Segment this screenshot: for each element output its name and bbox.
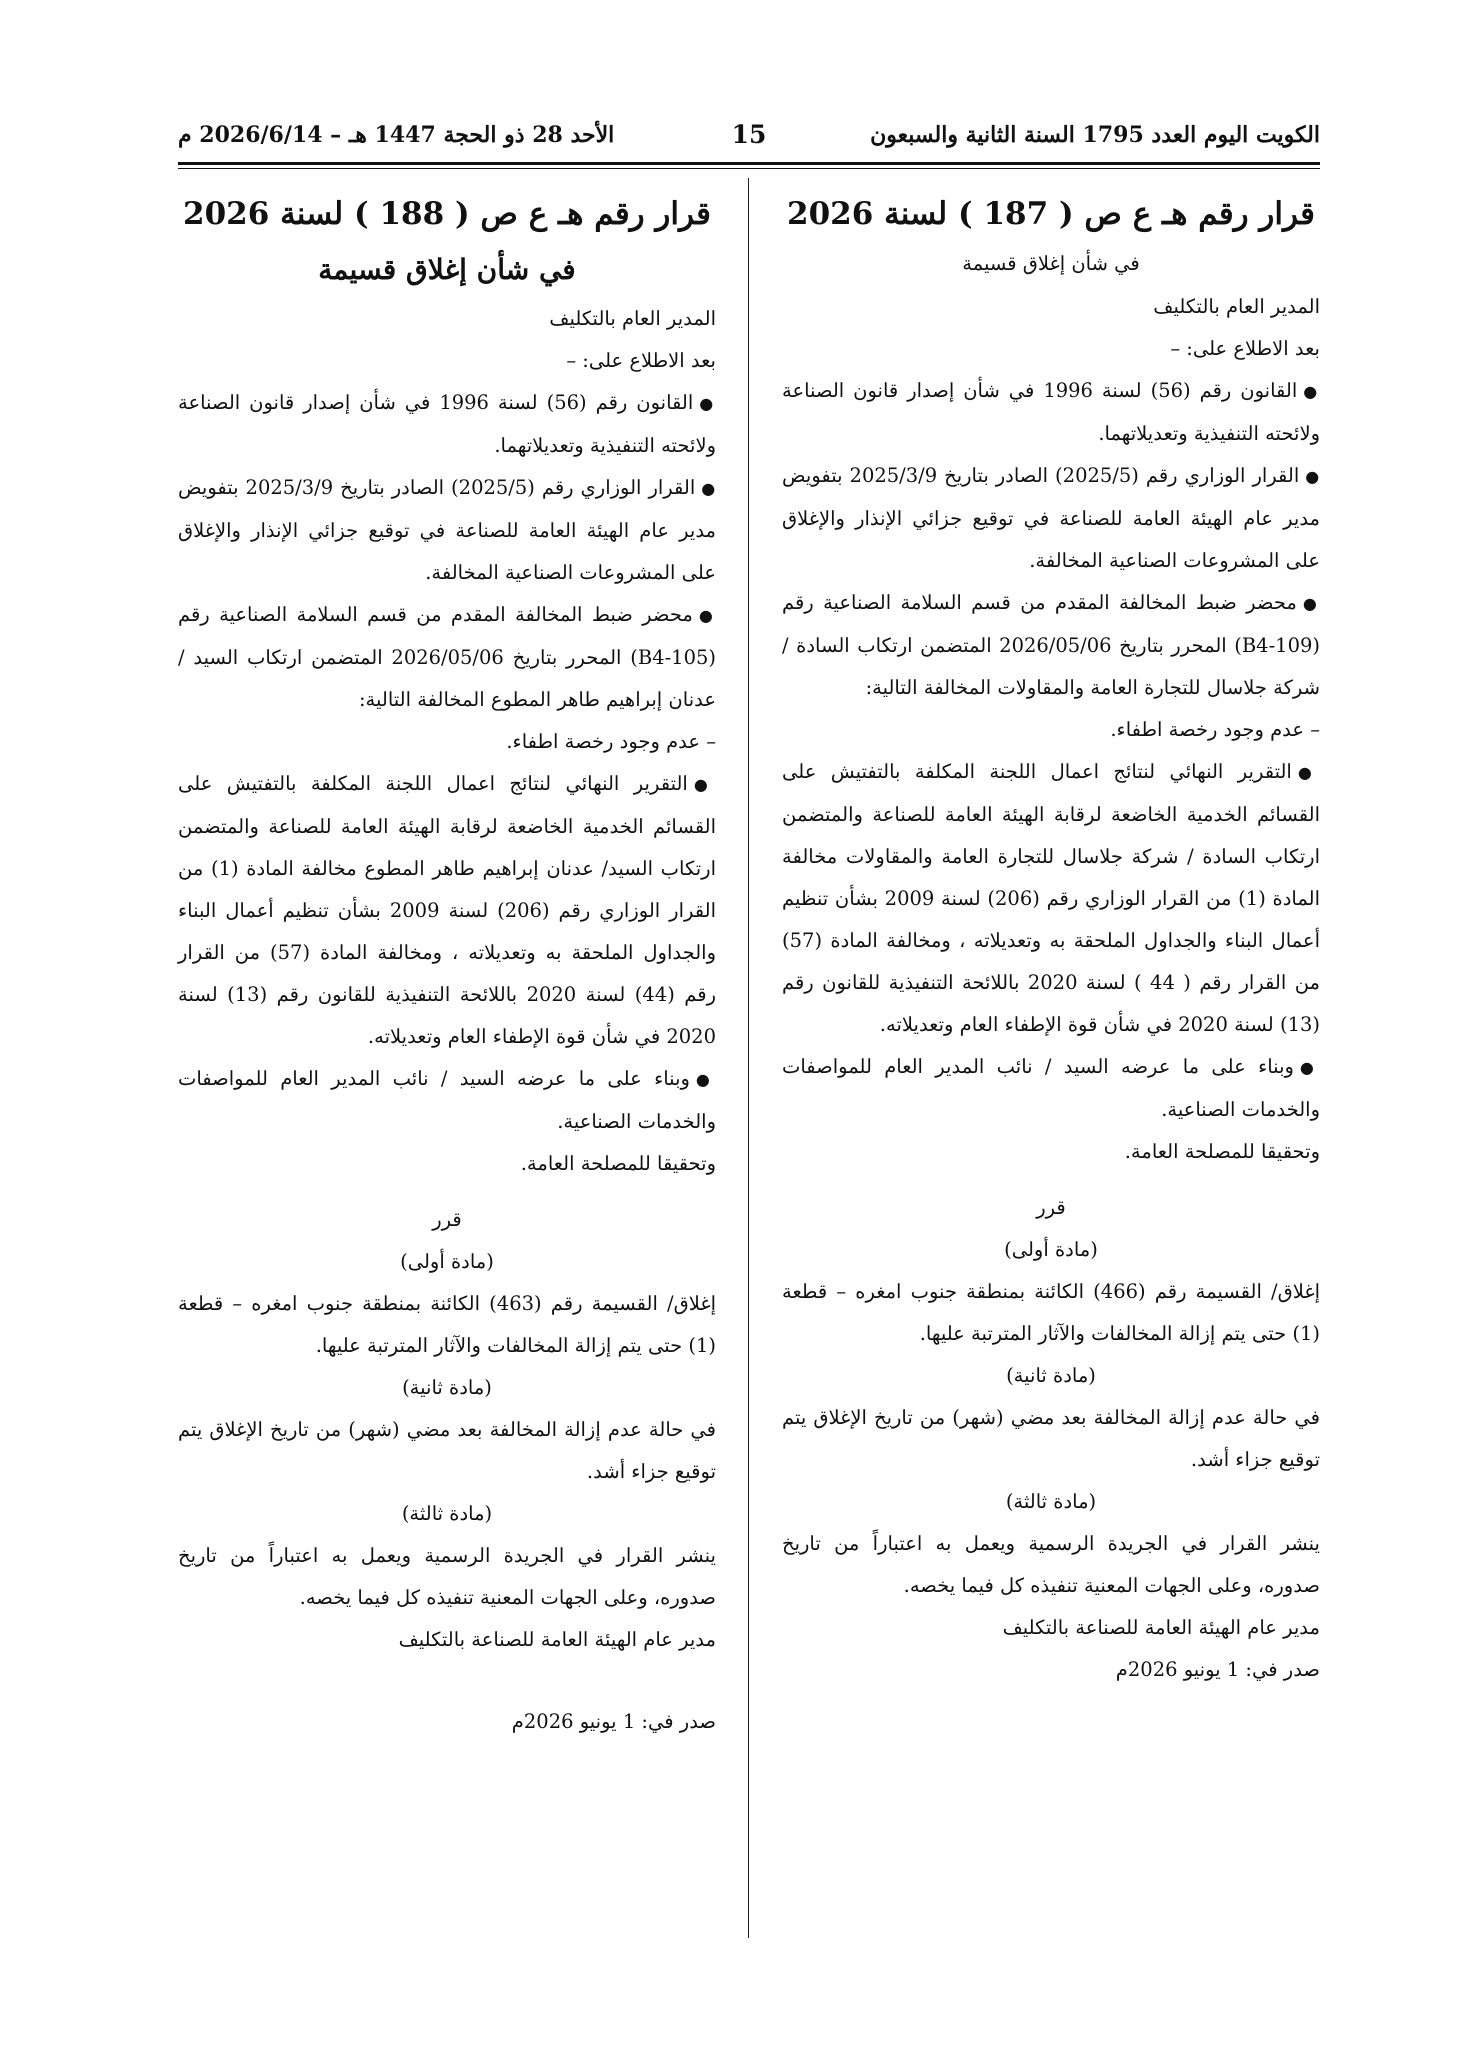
- bullet-icon: ●: [693, 775, 716, 794]
- preamble: بعد الاطلاع على: –: [566, 349, 716, 372]
- bullet-text: القرار الوزاري رقم (2025/5) الصادر بتاريخ 2025/3/9 بتفويض مدير عام الهيئة العامة للصناعة في توقيع جزائي الإنذار والإغلاق على المشروعات الصناعية المخالفة.: [782, 464, 1320, 572]
- issuer: المدير العام بالتكليف: [1153, 295, 1320, 318]
- decision-187-column: [782, 186, 1320, 1691]
- bullet-text: القانون رقم (56) لسنة 1996 في شأن إصدار قانون الصناعة ولائحته التنفيذية وتعديلاتهما.: [782, 379, 1320, 445]
- public-interest: وتحقيقا للمصلحة العامة.: [1124, 1140, 1320, 1163]
- bullet-item: [178, 382, 716, 467]
- violation-item: – عدم وجود رخصة اطفاء.: [1110, 718, 1320, 741]
- article-1-title: (مادة أولى): [1004, 1238, 1098, 1261]
- bullet-icon: ●: [695, 1070, 716, 1089]
- column-divider: [748, 178, 749, 1938]
- bullet-item: [178, 594, 716, 721]
- page-number: 15: [731, 120, 767, 149]
- bullet-icon: ●: [698, 606, 717, 625]
- decision-subtitle: في شأن إغلاق قسيمة: [962, 252, 1140, 275]
- article-3-text: ينشر القرار في الجريدة الرسمية ويعمل به اعتباراً من تاريخ صدوره، وعلى الجهات المعنية تنفيذه كل فيما يخصه.: [178, 1544, 716, 1609]
- decided-heading: قرر: [432, 1208, 462, 1231]
- signature: مدير عام الهيئة العامة للصناعة بالتكليف: [1002, 1616, 1320, 1639]
- bullet-icon: ●: [699, 394, 716, 413]
- article-3-text: ينشر القرار في الجريدة الرسمية ويعمل به اعتباراً من تاريخ صدوره، وعلى الجهات المعنية تنفيذه كل فيما يخصه.: [782, 1532, 1320, 1597]
- signature: مدير عام الهيئة العامة للصناعة بالتكليف: [398, 1628, 716, 1651]
- bullet-icon: ●: [1303, 382, 1320, 401]
- issue-date: صدر في: 1 يونيو 2026م: [511, 1710, 716, 1733]
- running-header: [178, 118, 1320, 158]
- bullet-text: القانون رقم (56) لسنة 1996 في شأن إصدار قانون الصناعة ولائحته التنفيذية وتعديلاتهما.: [178, 391, 716, 457]
- bullet-item: [782, 1046, 1320, 1131]
- article-2-text: في حالة عدم إزالة المخالفة بعد مضي (شهر) من تاريخ الإغلاق يتم توقيع جزاء أشد.: [178, 1418, 716, 1483]
- violation-item: – عدم وجود رخصة اطفاء.: [506, 730, 716, 753]
- bullet-item: [178, 763, 716, 1058]
- header-issue-info: الكويت اليوم العدد 1795 السنة الثانية والسبعون: [870, 122, 1320, 148]
- bullet-item: [782, 582, 1320, 709]
- bullet-text: وبناء على ما عرضه السيد / نائب المدير العام للمواصفات والخدمات الصناعية.: [782, 1055, 1320, 1121]
- bullet-icon: ●: [1305, 467, 1320, 486]
- bullet-icon: ●: [1302, 594, 1321, 613]
- bullet-item: [178, 1058, 716, 1143]
- article-1-title: (مادة أولى): [400, 1250, 494, 1273]
- preamble: بعد الاطلاع على: –: [1170, 337, 1320, 360]
- issuer: المدير العام بالتكليف: [549, 307, 716, 330]
- header-rule-thick: [178, 162, 1320, 165]
- decision-title: قرار رقم هـ ع ص ( 188 ) لسنة 2026: [183, 196, 711, 232]
- bullet-icon: ●: [1299, 1058, 1320, 1077]
- bullet-item: [782, 455, 1320, 582]
- header-rule-thin: [178, 168, 1320, 169]
- decision-title: قرار رقم هـ ع ص ( 187 ) لسنة 2026: [787, 196, 1315, 232]
- bullet-text: محضر ضبط المخالفة المقدم من قسم السلامة الصناعية رقم (B4-109) المحرر بتاريخ 2026/05/06 المتضمن ارتكاب السادة / شركة جلاسال للتجارة العامة والمقاولات المخالفة التالية:: [782, 591, 1320, 699]
- bullet-text: القرار الوزاري رقم (2025/5) الصادر بتاريخ 2025/3/9 بتفويض مدير عام الهيئة العامة للصناعة في توقيع جزائي الإنذار والإغلاق على المشروعات الصناعية المخالفة.: [178, 476, 716, 584]
- bullet-icon: ●: [1297, 763, 1320, 782]
- issue-date: صدر في: 1 يونيو 2026م: [1115, 1658, 1320, 1681]
- bullet-text: وبناء على ما عرضه السيد / نائب المدير العام للمواصفات والخدمات الصناعية.: [178, 1067, 716, 1133]
- article-2-title: (مادة ثانية): [1006, 1364, 1096, 1387]
- public-interest: وتحقيقا للمصلحة العامة.: [520, 1152, 716, 1175]
- article-3-title: (مادة ثالثة): [401, 1502, 493, 1525]
- article-1-text: إغلاق/ القسيمة رقم (463) الكائنة بمنطقة جنوب امغره – قطعة (1) حتى يتم إزالة المخالفات والآثار المترتبة عليها.: [178, 1292, 716, 1357]
- article-3-title: (مادة ثالثة): [1005, 1490, 1097, 1513]
- decision-188-column: [178, 186, 716, 1743]
- article-2-text: في حالة عدم إزالة المخالفة بعد مضي (شهر) من تاريخ الإغلاق يتم توقيع جزاء أشد.: [782, 1406, 1320, 1471]
- bullet-text: التقرير النهائي لنتائج اعمال اللجنة المكلفة بالتفتيش على القسائم الخدمية الخاضعة لرقابة الهيئة العامة للصناعة والمتضمن ارتكاب السادة / شركة جلاسال للتجارة العامة والمقاولات مخالفة المادة (1) من القرار الوزاري رقم (206) لسنة 2009 بشأن تنظيم أعمال البناء والجداول الملحقة به وتعديلاته ، ومخالفة المادة (57) من القرار رقم ( 44 ) لسنة 2020 باللائحة التنفيذية للقانون رقم (13) لسنة 2020 في شأن قوة الإطفاء العام وتعديلاته.: [782, 760, 1320, 1036]
- article-1-text: إغلاق/ القسيمة رقم (466) الكائنة بمنطقة جنوب امغره – قطعة (1) حتى يتم إزالة المخالفات والآثار المترتبة عليها.: [782, 1280, 1320, 1345]
- bullet-item: [782, 370, 1320, 455]
- bullet-item: [782, 751, 1320, 1046]
- article-2-title: (مادة ثانية): [402, 1376, 492, 1399]
- decision-subtitle: في شأن إغلاق قسيمة: [318, 253, 576, 286]
- decided-heading: قرر: [1036, 1196, 1066, 1219]
- header-date: الأحد 28 ذو الحجة 1447 هـ – 2026/6/14 م: [178, 122, 615, 148]
- bullet-item: [178, 467, 716, 594]
- bullet-icon: ●: [701, 479, 716, 498]
- bullet-text: التقرير النهائي لنتائج اعمال اللجنة المكلفة بالتفتيش على القسائم الخدمية الخاضعة لرقابة الهيئة العامة للصناعة والمتضمن ارتكاب السيد/ عدنان إبراهيم طاهر المطوع مخالفة المادة (1) من القرار الوزاري رقم (206) لسنة 2009 بشأن تنظيم أعمال البناء والجداول الملحقة به وتعديلاته ، ومخالفة المادة (57) من القرار رقم (44) لسنة 2020 باللائحة التنفيذية للقانون رقم (13) لسنة 2020 في شأن قوة الإطفاء العام وتعديلاته.: [178, 772, 716, 1048]
- bullet-text: محضر ضبط المخالفة المقدم من قسم السلامة الصناعية رقم (B4-105) المحرر بتاريخ 2026/05/06 المتضمن ارتكاب السيد / عدنان إبراهيم طاهر المطوع المخالفة التالية:: [178, 603, 716, 711]
